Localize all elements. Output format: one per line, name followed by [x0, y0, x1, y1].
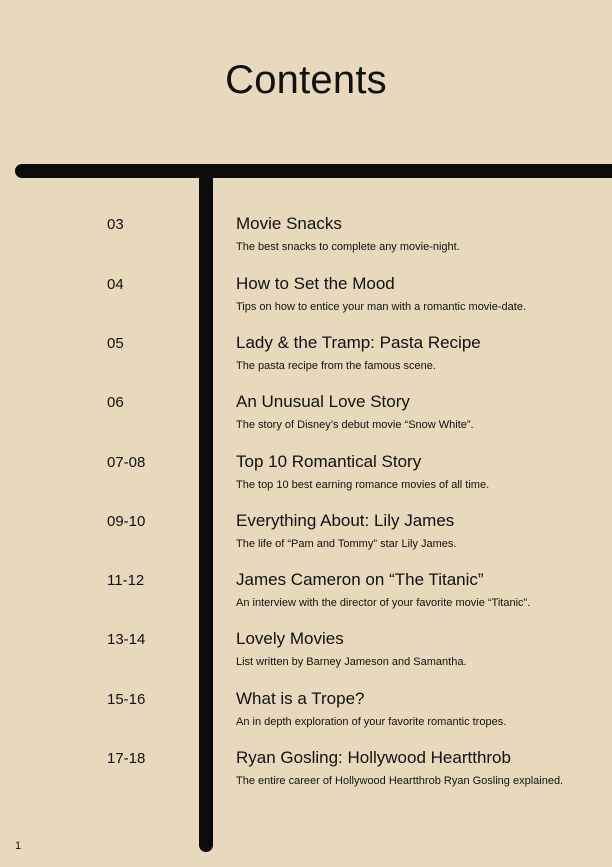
entry-description: An interview with the director of your favorite movie “Titanic”.: [236, 597, 531, 609]
entry-page-range: 13-14: [107, 631, 146, 648]
horizontal-divider: [15, 164, 612, 178]
entry-description: The story of Disney’s debut movie “Snow White”.: [236, 419, 474, 431]
entry-description: An in depth exploration of your favorite romantic tropes.: [236, 716, 507, 728]
entry-page-range: 15-16: [107, 691, 146, 708]
page-title: Contents: [225, 58, 387, 102]
entry-page-range: 17-18: [107, 750, 146, 767]
entry-description: The top 10 best earning romance movies of all time.: [236, 479, 490, 491]
entry-page-range: 11-12: [107, 572, 145, 589]
entry-description: The life of “Pam and Tommy” star Lily James.: [236, 538, 457, 550]
entry-page-range: 05: [107, 335, 124, 352]
entry-title: Lovely Movies: [236, 629, 344, 648]
page-number: 1: [15, 840, 22, 852]
entry-description: Tips on how to entice your man with a romantic movie-date.: [236, 301, 527, 313]
entry-description: The entire career of Hollywood Heartthrob Ryan Gosling explained.: [236, 775, 564, 787]
entry-description: The pasta recipe from the famous scene.: [236, 360, 436, 372]
entry-page-range: 03: [107, 216, 124, 233]
vertical-divider: [199, 170, 213, 852]
entry-title: Everything About: Lily James: [236, 511, 455, 530]
entry-title: Movie Snacks: [236, 214, 342, 233]
entry-page-range: 09-10: [107, 513, 146, 530]
entry-title: An Unusual Love Story: [236, 392, 410, 411]
entry-title: Lady & the Tramp: Pasta Recipe: [236, 333, 481, 352]
entry-page-range: 06: [107, 394, 124, 411]
entry-description: List written by Barney Jameson and Samantha.: [236, 656, 467, 668]
entry-title: What is a Trope?: [236, 689, 365, 708]
entry-page-range: 07-08: [107, 454, 146, 471]
entry-title: Ryan Gosling: Hollywood Heartthrob: [236, 748, 511, 767]
entry-title: Top 10 Romantical Story: [236, 452, 422, 471]
entry-title: James Cameron on “The Titanic”: [236, 570, 484, 589]
entry-title: How to Set the Mood: [236, 274, 395, 293]
entry-page-range: 04: [107, 276, 124, 293]
entry-description: The best snacks to complete any movie-night.: [236, 241, 460, 253]
